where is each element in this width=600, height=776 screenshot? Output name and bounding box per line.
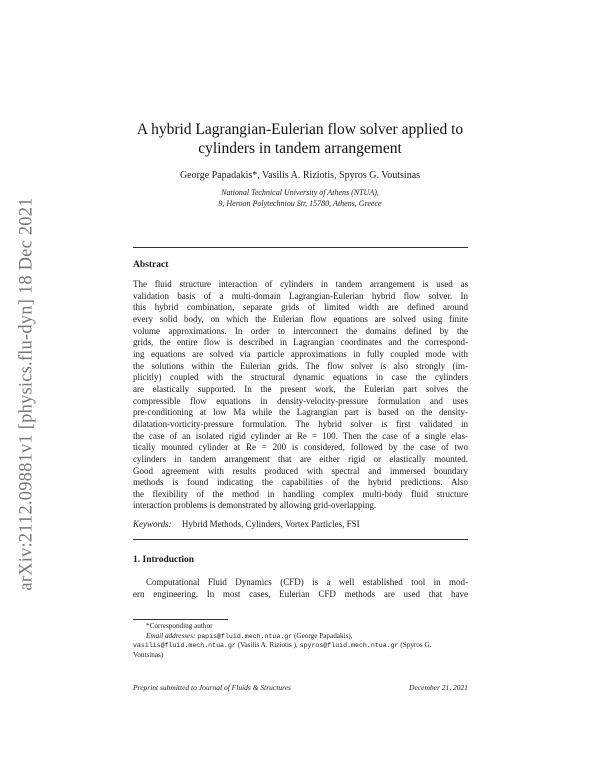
title-line-2: cylinders in tandem arrangement <box>198 140 402 157</box>
email-line-3: Voutsinas) <box>133 650 164 659</box>
arxiv-identifier: arXiv:2112.09881v1 [physics.flu-dyn] 18 Dec 2021 <box>16 197 37 591</box>
abstract-line: the solutions within the Eulerian grids. The flow solver is also strongly (im- <box>133 360 468 371</box>
abstract-line: pre-conditioning at low Ma while the Lagrangian part is based on the density- <box>133 407 468 418</box>
abstract-line: ing equations are solved via particle approximations in fully coupled mode with <box>133 348 468 359</box>
title-line-1: A hybrid Lagrangian-Eulerian flow solver applied to <box>136 121 464 138</box>
email-owner-riziotis: (Vasilis A. Riziotis ), <box>237 641 298 650</box>
preprint-date: December 21, 2021 <box>409 683 468 692</box>
preprint-note: Preprint submitted to Journal of Fluids & Structures <box>133 683 291 692</box>
abstract-line: dilatation-vorticity-pressure formulation. The hybrid solver is first validated in <box>133 418 468 429</box>
corresponding-author-note: *Corresponding author <box>146 622 213 630</box>
abstract-line: grids, the entire flow is described in Lagrangian coordinates and the correspond- <box>133 337 468 348</box>
intro-line: ern engineering. In most cases, Eulerian CFD methods are used that have <box>133 589 468 599</box>
affiliation-line-2: 9, Heroon Polytechniou Str, 15780, Athens, Greece <box>218 199 382 208</box>
footnotes <box>133 622 468 660</box>
abstract-line: are elastically supported. In the present work, the Eulerian part solves the <box>133 383 468 394</box>
section-heading: 1. Introduction <box>133 555 195 565</box>
abstract-line: volume approximations. In order to interconnect the domains defined by the <box>133 325 468 336</box>
keywords-label: Keywords: <box>133 519 172 529</box>
bottom-rule <box>133 539 468 540</box>
keywords-value: Hybrid Methods, Cylinders, Vortex Particles, FSI <box>181 519 360 529</box>
email-owner-voutsinas: (Spyros G. <box>400 641 432 650</box>
top-rule <box>133 247 468 248</box>
abstract-line: validation basis of a multi-domain Lagrangian-Eulerian hybrid flow solver. In <box>133 290 468 301</box>
abstract-line: tically mounted cylinder at Re = 200 is considered, followed by the case of two <box>133 442 468 453</box>
abstract-line: plicitly) coupled with the structural dynamic equations in case the cylinders <box>133 372 468 383</box>
affiliation <box>100 187 500 209</box>
email-label: Email addresses: <box>146 631 196 640</box>
abstract-line: compressible flow equations in density-velocity-pressure formulation and uses <box>133 395 468 406</box>
paper-title <box>100 120 500 158</box>
abstract-line: methods is found indicating the capabilities of the hybrid predictions. Also <box>133 477 468 488</box>
keywords <box>133 519 360 529</box>
abstract-line: this hybrid combination, separate grids of limited width are defined around <box>133 302 468 313</box>
abstract-line: cylinders in tandem arrangement that are either rigid or elastically mounted. <box>133 453 468 464</box>
abstract-line: The fluid structure interaction of cylinders in tandem arrangement is used as <box>133 279 468 289</box>
abstract-line: every solid body, on which the Eulerian flow equations are solved using finite <box>133 313 468 324</box>
author-list: George Papadakis*, Vasilis A. Riziotis, Spyros G. Voutsinas <box>179 170 421 181</box>
abstract-line: the case of an isolated rigid cylinder at Re = 100. Then the case of a single elas- <box>133 430 468 441</box>
email-owner-papadakis: (George Papadakis), <box>294 631 353 640</box>
introduction-text <box>133 576 468 600</box>
footnote-rule <box>133 619 228 620</box>
abstract-line: interaction problems is demonstrated by allowing grid-overlapping. <box>133 500 377 511</box>
arxiv-side-stamp <box>14 188 40 600</box>
abstract-line: the flexibility of the method in handling complex multi-body fluid structure <box>133 488 468 499</box>
abstract-line: Good agreement with results produced with spectral and immersed boundary <box>133 465 468 476</box>
email-link-voutsinas[interactable]: spyros@fluid.mech.ntua.gr <box>299 642 399 650</box>
email-link-papadakis[interactable]: papis@fluid.mech.ntua.gr <box>197 632 293 640</box>
email-link-riziotis[interactable]: vasilis@fluid.mech.ntua.gr <box>133 642 236 650</box>
email-line-2 <box>133 641 468 651</box>
affiliation-line-1: National Technical University of Athens (NTUA), <box>221 188 379 197</box>
email-line-1 <box>133 632 468 642</box>
abstract-body <box>133 279 468 512</box>
intro-line: Computational Fluid Dynamics (CFD) is a well established tool in mod- <box>146 577 468 587</box>
abstract-heading: Abstract <box>133 260 169 270</box>
